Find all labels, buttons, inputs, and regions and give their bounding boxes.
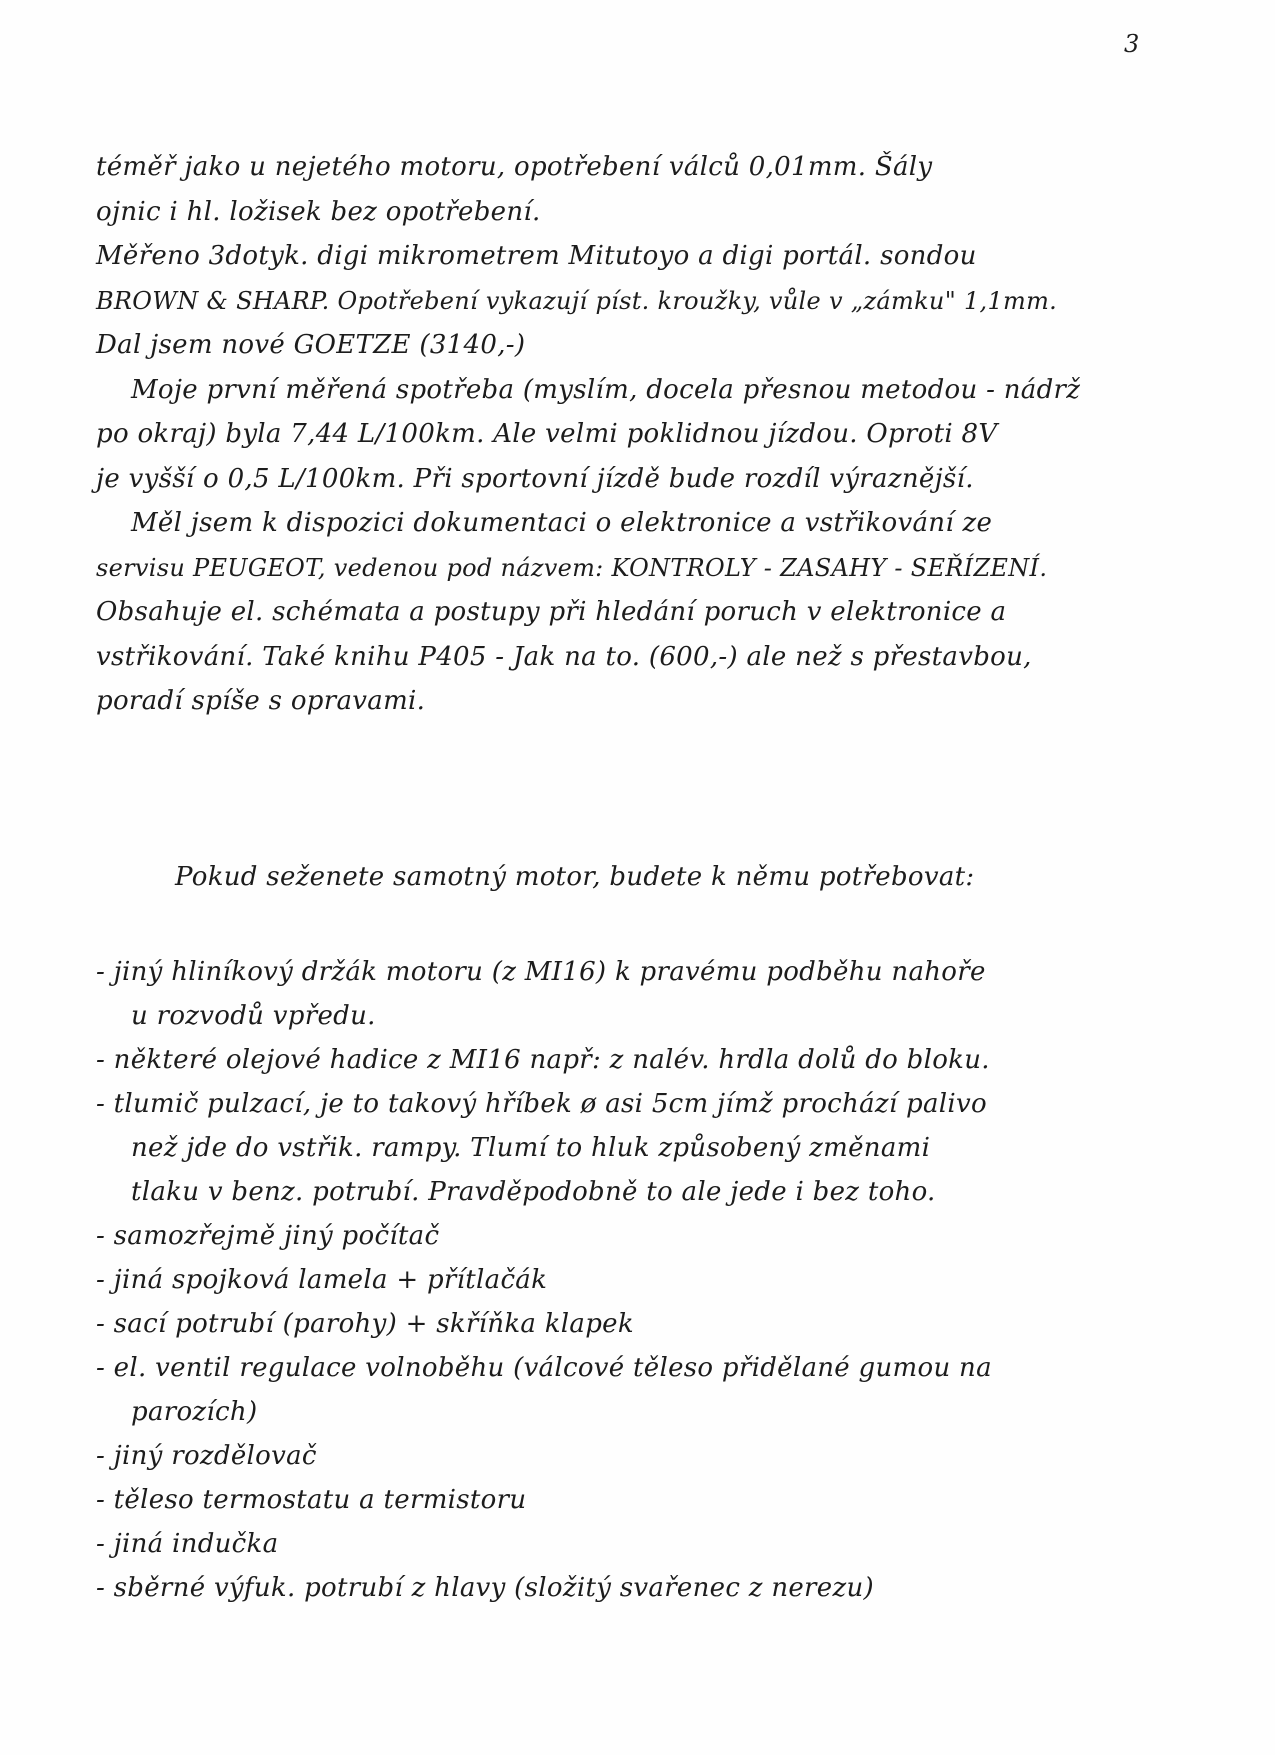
parts-list [96, 950, 1176, 1610]
list-heading: Pokud seženete samotný motor, budete k němu potřebovat: [175, 862, 975, 892]
page-number: 3 [1124, 30, 1140, 58]
list-item-continuation: parozích) [131, 1397, 258, 1427]
list-item: - jiný rozdělovač [96, 1441, 317, 1471]
text-line: vstřikování. Také knihu P405 - Jak na to. (600,-) ale než s přestavbou, [96, 641, 1032, 672]
text-line: poradí spíše s opravami. [96, 686, 426, 716]
list-item-continuation: tlaku v benz. potrubí. Pravděpodobně to ale jede i bez toho. [131, 1177, 936, 1207]
text-line: Dal jsem nové GOETZE (3140,-) [96, 330, 526, 360]
list-item: - jiná spojková lamela + přítlačák [96, 1265, 548, 1295]
list-item: - samozřejmě jiný počítač [96, 1221, 440, 1251]
text-line: Obsahuje el. schémata a postupy při hledání poruch v elektronice a [96, 597, 1007, 627]
text-line: Měl jsem k dispozici dokumentaci o elektronice a vstřikování ze [131, 508, 993, 538]
text-line: po okraj) byla 7,44 L/100km. Ale velmi poklidnou jízdou. Oproti 8V [96, 419, 998, 449]
text-line: BROWN & SHARP. Opotřebení vykazují píst. kroužky, vůle v „zámku" 1,1mm. [96, 286, 1058, 315]
list-item: - těleso termostatu a termistoru [96, 1485, 527, 1515]
text-line: Měřeno 3dotyk. digi mikrometrem Mitutoyo a digi portál. sondou [96, 241, 977, 271]
text-line: Moje první měřená spotřeba (myslím, docela přesnou metodou - nádrž [131, 374, 1081, 405]
text-line: je vyšší o 0,5 L/100km. Při sportovní jízdě bude rozdíl výraznější. [96, 463, 974, 494]
list-item: - el. ventil regulace volnoběhu (válcové těleso přidělané gumou na [96, 1353, 992, 1383]
list-item-continuation: než jde do vstřik. rampy. Tlumí to hluk způsobený změnami [131, 1133, 931, 1163]
text-line: ojnic i hl. ložisek bez opotřebení. [96, 196, 541, 227]
paragraph-block [96, 145, 1156, 724]
text-line: téměř jako u nejetého motoru, opotřebení válců 0,01mm. Šály [96, 152, 933, 182]
list-item-continuation: u rozvodů vpředu. [131, 1001, 376, 1031]
list-item: - jiný hliníkový držák motoru (z MI16) k pravému podběhu nahoře [96, 957, 986, 987]
list-item: - tlumič pulzací, je to takový hříbek ø asi 5cm jímž prochází palivo [96, 1089, 987, 1119]
list-item: - některé olejové hadice z MI16 např: z nalév. hrdla dolů do bloku. [96, 1045, 990, 1075]
text-line: servisu PEUGEOT, vedenou pod názvem: KONTROLY - ZASAHY - SEŘÍZENÍ. [96, 553, 1048, 582]
list-item: - jiná indučka [96, 1529, 279, 1559]
list-item: - sběrné výfuk. potrubí z hlavy (složitý svařenec z nerezu) [96, 1573, 874, 1603]
list-item: - sací potrubí (parohy) + skříňka klapek [96, 1309, 634, 1339]
